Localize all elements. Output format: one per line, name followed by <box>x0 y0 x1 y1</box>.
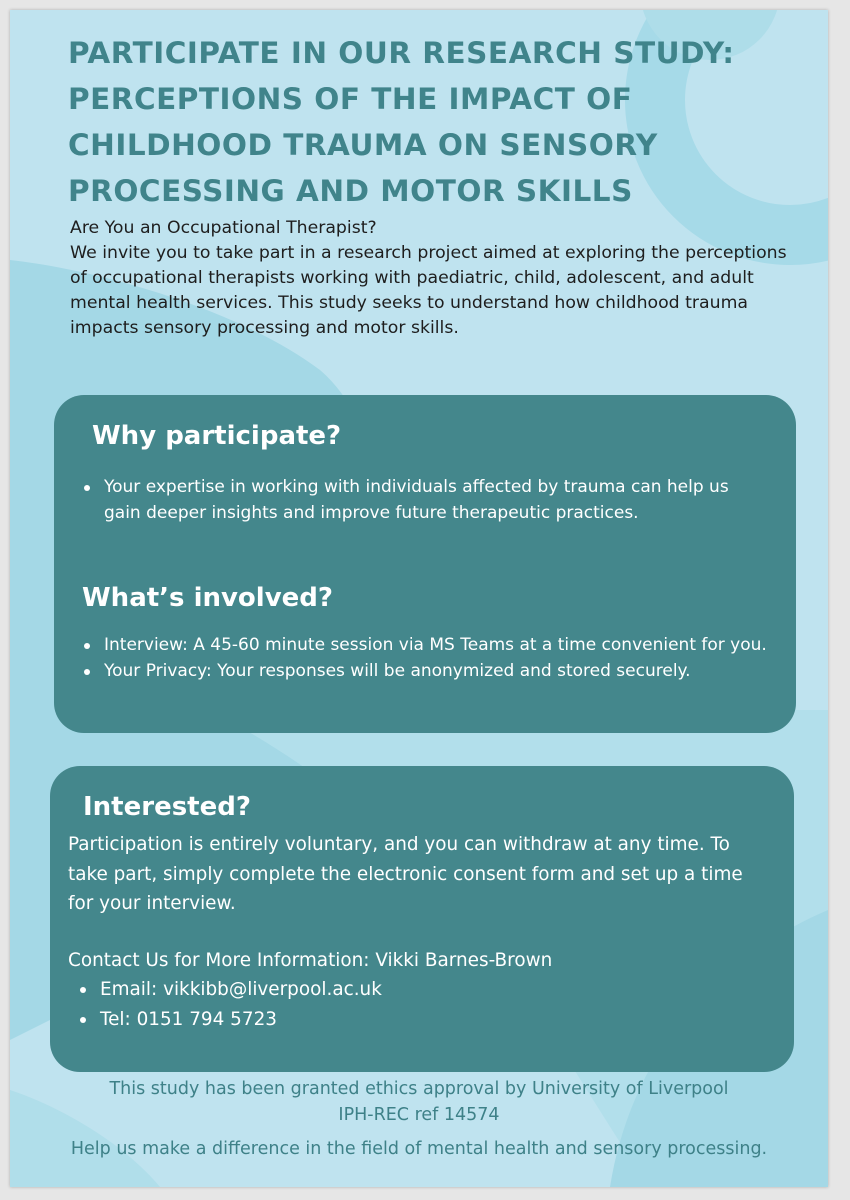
ethics-line-2: IPH-REC ref 14574 <box>338 1105 500 1125</box>
contact-label: Contact Us for More Information: Vikki Barnes-Brown <box>68 950 553 971</box>
interested-text: Participation is entirely voluntary, and you can withdraw at any time. To take part, simply complete the electronic consent form and set up a time for your interview. <box>68 834 743 914</box>
list-item: Interview: A 45-60 minute session via MS Teams at a time convenient for you. <box>80 633 785 659</box>
why-heading: Why participate? <box>92 421 342 451</box>
ethics-line-1: This study has been granted ethics approval by University of Liverpool <box>109 1079 729 1099</box>
tel-item[interactable]: Tel: 0151 794 5723 <box>76 1005 726 1035</box>
intro <box>70 216 790 341</box>
email-item[interactable]: Email: vikkibb@liverpool.ac.uk <box>76 975 726 1005</box>
info-box <box>54 395 796 733</box>
involved-heading: What’s involved? <box>82 583 333 613</box>
intro-text: We invite you to take part in a research project aimed at exploring the perceptions of occupational therapists working with paediatric, child, adolescent, and adult mental health services. This study seeks to understand how childhood trauma impacts sensory processing and motor skills. <box>70 243 787 338</box>
interested-box <box>50 766 794 1072</box>
why-list <box>80 475 770 526</box>
contact-list <box>76 975 726 1035</box>
poster <box>10 10 828 1187</box>
help-line: Help us make a difference in the field of mental health and sensory processing. <box>70 1139 768 1159</box>
involved-list <box>80 633 785 684</box>
page-title: PARTICIPATE IN OUR RESEARCH STUDY: PERCEPTIONS OF THE IMPACT OF CHILDHOOD TRAUMA ON SENSORY PROCESSING AND MOTOR SKILLS <box>68 36 735 208</box>
list-item: Your expertise in working with individuals affected by trauma can help us gain deeper insights and improve future therapeutic practices. <box>80 475 770 526</box>
list-item: Your Privacy: Your responses will be anonymized and stored securely. <box>80 659 785 685</box>
intro-question: Are You an Occupational Therapist? <box>70 218 377 238</box>
interested-heading: Interested? <box>83 792 251 822</box>
ethics-note <box>10 1076 828 1128</box>
